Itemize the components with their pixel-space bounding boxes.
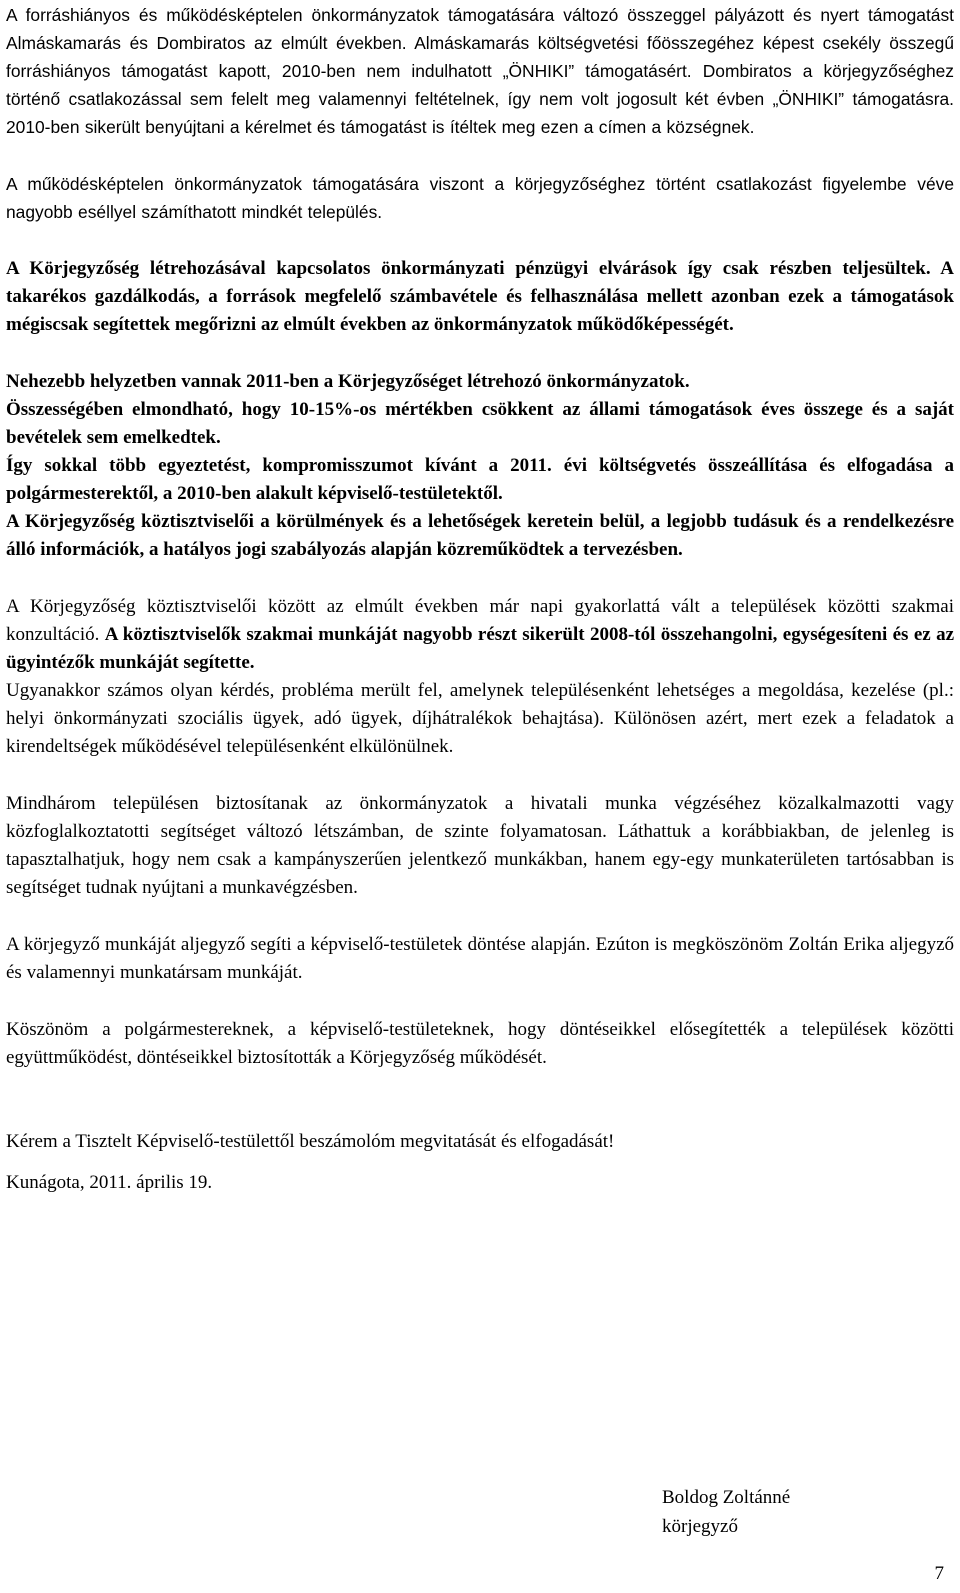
paragraph-non-functioning-support: A működésképtelen önkormányzatok támogatására viszont a körjegyzőséghez történt csatlakozást figyelembe véve nagyobb eséllyel számíthatott mindkét település. xyxy=(6,174,954,222)
paragraph-local-issues: Ugyanakkor számos olyan kérdés, probléma merült fel, amelynek településenként lehetséges a megoldása, kezelése (pl.: helyi önkormányzati szociális ügyek, adó ügyek, díjhátralékok behajtása). Különösen azért, mert ezek a feladatok a kirendeltségek működésével településenként elkülönülnek. xyxy=(6,680,954,757)
paragraph-civil-servants-planning: A Körjegyzőség köztisztviselői a körülmények és a lehetőségek keretein belül, a legjobb tudásuk és a rendelkezésre álló információk, a hatályos jogi szabályozás alapján közreműködtek a tervezésben. xyxy=(6,511,954,560)
document-body xyxy=(6,1,954,1197)
paragraph-state-support-decrease: Összességében elmondható, hogy 10-15%-os mértékben csökkent az állami támogatások éves összege és a saját bevételek sem emelkedtek. xyxy=(6,399,954,448)
paragraph-onhiki-support: A forráshiányos és működésképtelen önkormányzatok támogatására változó összeggel pályázott és nyert támogatást Almáskamarás és Dombiratos az elmúlt években. Almáskamarás költségvetési főösszegéhez képest csekély összegű forráshiányos támogatást kapott, 2010-ben nem indulhatott „ÖNHIKI” támogatásért. Dombiratos a körjegyzőséghez történő csatlakozással sem felelt meg valamennyi feltételnek, így nem volt jogosult két évben „ÖNHIKI” támogatásra. 2010-ben sikerült benyújtani a kérelmet és támogatást is ítéltek meg ezen a címen a községnek. xyxy=(6,5,954,137)
consultation-text: A Körjegyzőség köztisztviselői között az elmúlt években már napi gyakorlattá vált a települések közötti szakmai konzultáció. xyxy=(6,596,954,645)
paragraph-deputy-notary-thanks: A körjegyző munkáját aljegyző segíti a képviselő-testületek döntése alapján. Ezúton is megköszönöm Zoltán Erika aljegyző és valamennyi munkatársam munkáját. xyxy=(6,934,954,983)
page-number: 7 xyxy=(934,1563,944,1584)
closing-request: Kérem a Tisztelt Képviselő-testülettől beszámolóm megvitatását és elfogadását! xyxy=(6,1131,615,1152)
signatory-title: körjegyző xyxy=(662,1516,738,1537)
paragraph-professional-consultation xyxy=(6,593,954,677)
place-and-date: Kunágota, 2011. április 19. xyxy=(6,1172,213,1193)
harmonization-text: A köztisztviselők szakmai munkáját nagyobb részt sikerült 2008-tól összehangolni, egységesíteni és ez az ügyintézők munkáját segítette. xyxy=(6,624,954,673)
paragraph-difficult-situation: Nehezebb helyzetben vannak 2011-ben a Körjegyzőséget létrehozó önkormányzatok. xyxy=(6,371,690,392)
signatory-name: Boldog Zoltánné xyxy=(662,1487,791,1508)
paragraph-mayors-thanks: Köszönöm a polgármestereknek, a képviselő-testületeknek, hogy döntéseikkel elősegítették a települések közötti együttműködést, döntéseikkel biztosították a Körjegyzőség működését. xyxy=(6,1019,954,1068)
paragraph-financial-expectations: A Körjegyzőség létrehozásával kapcsolatos önkormányzati pénzügyi elvárások így csak részben teljesültek. A takarékos gazdálkodás, a források megfelelő számbavétele és felhasználása mellett azonban ezek a támogatások mégiscsak segítettek megőrizni az elmúlt években az önkormányzatok működőképességét. xyxy=(6,258,954,335)
paragraph-budget-compromise: Így sokkal több egyeztetést, kompromisszumot kívánt a 2011. évi költségvetés összeállítása és elfogadása a polgármesterektől, a 2010-ben alakult képviselő-testületektől. xyxy=(6,455,954,504)
paragraph-public-employment-help: Mindhárom településen biztosítanak az önkormányzatok a hivatali munka végzéséhez közalkalmazotti vagy közfoglalkoztatotti segítséget változó létszámban, de szinte folyamatosan. Láthattuk a korábbiakban, de jelenleg is tapasztalhatjuk, hogy nem csak a kampányszerűen jelentkező munkákban, hanem egy-egy munkaterületen tartósabban is segítséget tudnak nyújtani a munkavégzésben. xyxy=(6,793,954,898)
signature-block xyxy=(662,1483,790,1541)
